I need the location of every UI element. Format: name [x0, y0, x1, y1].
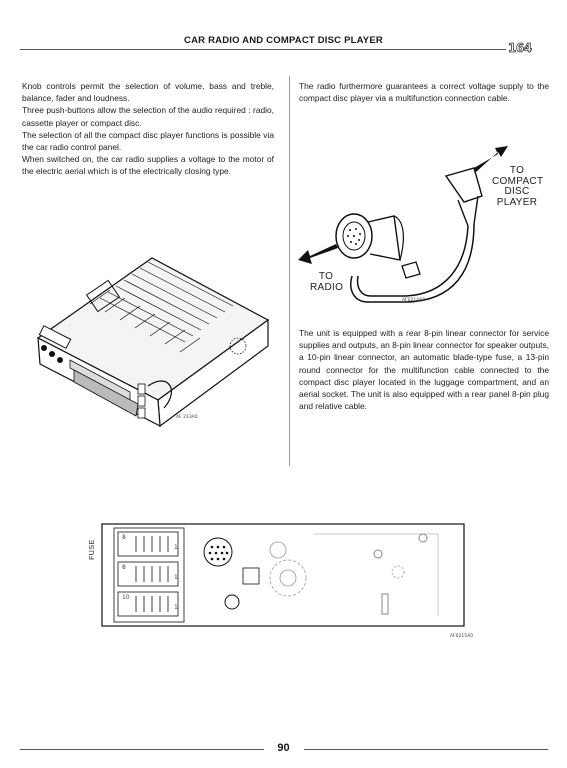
left-column-text	[22, 80, 274, 178]
right-intro-text: The radio furthermore guarantees a correct voltage supply to the compact disc player via a multifunction connection cable.	[299, 81, 549, 104]
label-to-cd-player: TO COMPACT DISC PLAYER	[492, 165, 544, 208]
car-radio-unit-figure	[30, 250, 280, 430]
connector-pin-label: 1	[174, 574, 178, 581]
header-rule	[20, 49, 506, 50]
left-paragraph: When switched on, the car radio supplies a voltage to the motor of the electric aerial which is of the electrically closing type.	[22, 154, 274, 177]
column-divider	[289, 76, 290, 466]
figure-code: AF 213A0	[176, 415, 198, 420]
figure-code: AF0215A0	[450, 634, 474, 639]
left-paragraph: Three push-buttons allow the selection of the audio required : radio, cassette player or compact disc.	[22, 105, 274, 128]
label-to-radio: TO RADIO	[310, 271, 344, 293]
connector-pin-label: 10	[122, 594, 130, 601]
model-logo: 164	[508, 41, 532, 55]
rear-panel-diagram	[98, 520, 468, 630]
left-paragraph: The selection of all the compact disc player functions is possible via the car radio control panel.	[22, 129, 274, 153]
connector-pin-label: 8	[122, 564, 126, 571]
arrow-to-radio-icon	[298, 244, 338, 264]
fuse-label: FUSE	[89, 539, 96, 560]
connector-pin-label: 8	[122, 534, 126, 541]
connector-pin-label: 1	[174, 544, 178, 551]
right-body-text: The unit is equipped with a rear 8-pin linear connector for service supplies and outputs, an 8-pin linear connector for speaker outputs, a 10-pin linear connector, an automatic blade-type fuse, a 13-pin round connector for the multifunction cable connected to the compact disc player located in the luggage compartment, and an aerial socket. The unit is also equipped with a rear panel 8-pin plug and relative cable.	[299, 328, 550, 412]
cd-plug	[446, 168, 482, 202]
connector-pin-label: 1	[174, 604, 178, 611]
page-number: 90	[277, 742, 290, 754]
page-title: CAR RADIO AND COMPACT DISC PLAYER	[184, 35, 383, 46]
cable	[358, 226, 468, 296]
figure-code: AF0214A0	[402, 298, 426, 303]
left-paragraph: Knob controls permit the selection of volume, bass and treble, balance, fader and loudness.	[22, 81, 274, 104]
